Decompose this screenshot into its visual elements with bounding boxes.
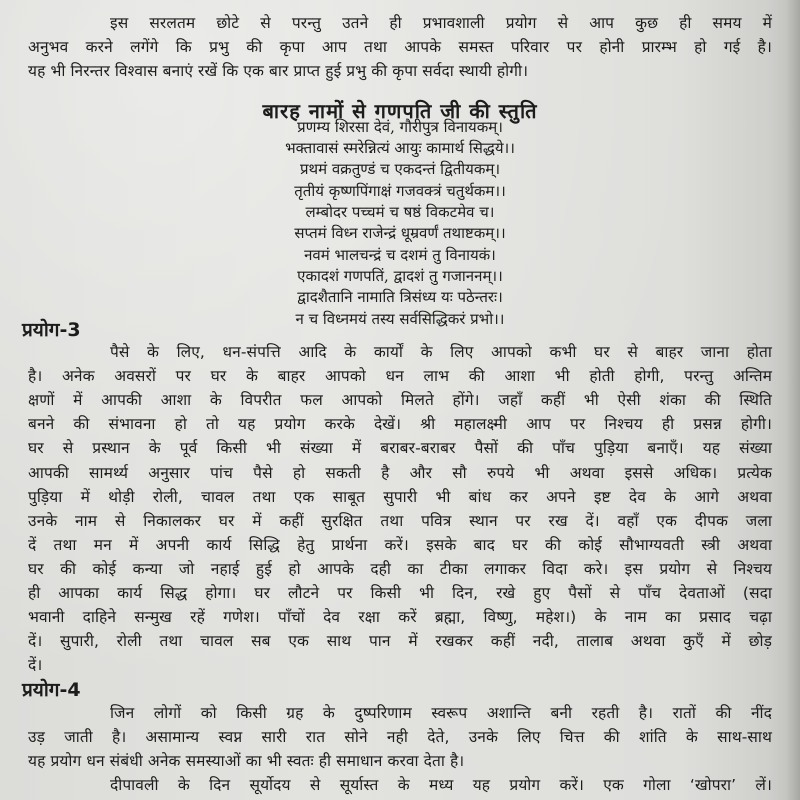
verse-line: नवमं भालचन्द्रं च दशमं तु विनायकं। [304, 245, 496, 264]
verse-line: भक्तावासं स्मरेन्नित्यं आयुः कामार्थ सिद्धये।। [285, 139, 515, 158]
prayog-3-line: है। अनेक अवसरों पर घर के बाहर आपको धन लाभ की आशा भी होती होगी, परन्तु अन्तिम [28, 367, 772, 386]
verse-line: न च विध्नमयं तस्य सर्वसिद्धिकरं प्रभो।। [295, 309, 505, 328]
prayog-3-line: पैसे के लिए, धन-संपत्ति आदि के कार्यों के लिए आपको कभी घर से बाहर जाना होता [110, 343, 772, 362]
prayog-4-line: दीपावली के दिन सूर्योदय से सूर्यास्त के मध्य यह प्रयोग करें। एक गोला ‘खोपरा’ लें। [110, 776, 772, 794]
verse-line: लम्बोदर पच्चमं च षष्ठं विकटमेव च। [305, 203, 495, 222]
prayog-3-line: उनके नाम से निकालकर घर में कहीं सुरक्षित तथा पवित्र स्थान पर रख दें। वहाँ एक दीपक जला [28, 511, 772, 530]
prayog-3-line: बनने की संभावना हो तो यह प्रयोग करके देखें। श्री महालक्ष्मी आप पर निश्चय ही प्रसन्न होगी। [28, 415, 772, 434]
prayog-3-line: घर से प्रस्थान के पूर्व किसी भी संख्या में बराबर-बराबर पैसों की पाँच पुड़िया बनाएँ। यह संख्या [28, 439, 772, 458]
prayog-4-line: उड़ जाती है। असामान्य स्वप्न सारी रात सोने नही देते, उनके लिए चित्त की शांति के साथ-साथ [28, 727, 772, 746]
intro-line-2: अनुभव करने लगेंगे कि प्रभु की कृपा आप तथा आपके समस्त परिवार पर होनी प्रारम्भ हो गई है। [28, 38, 772, 57]
prayog-4-line: यह प्रयोग धन संबंधी अनेक समस्याओं का भी स्वतः ही समाधान करवा देता है। [28, 751, 465, 770]
verse-line: तृतीयं कृष्णपिंगाक्षं गजवक्त्रं चतुर्थकम।। [294, 181, 506, 200]
prayog-4-heading: प्रयोग-4 [22, 678, 81, 701]
verse-line: एकादशं गणपतिं, द्वादशं तु गजाननम्।। [297, 267, 503, 286]
intro-line-1: इस सरलतम छोटे से परन्तु उतने ही प्रभावशाली प्रयोग से आप कुछ ही समय में [110, 13, 772, 32]
prayog-3-line: क्षणों में आपकी आशा के विपरीत फल आपको मिलते होंगे। जहाँ कहीं भी ऐसी शंका की स्थिति [28, 391, 772, 410]
prayog-3-line: दें तथा मन में अपनी कार्य सिद्धि हेतु प्रार्थना करें। इसके बाद घर की कोई सौभाग्यवती स्त्री अथवा [28, 535, 772, 554]
verse-line: प्रथमं वक्रतुण्डं च एकदन्तं द्वितीयकम्। [299, 160, 501, 179]
prayog-3-line: पुड़िया में थोड़ी रोली, चावल तथा एक साबूत सुपारी भी बांध कर अपने इष्ट देव के आगे अथवा [28, 487, 772, 506]
prayog-3-heading: प्रयोग-3 [22, 318, 81, 341]
prayog-3-line: घर की कोई कन्या जो नहाई हुई हो आपके दही का टीका लगाकर विदा करे। इस प्रयोग से निश्चय [28, 560, 772, 578]
prayog-3-line: भवानी दाहिने सन्मुख रहें गणेश। पाँचों देव रक्षा करें ब्रह्मा, विष्णु, महेश।) के नाम का प्रसाद चढ़ा [28, 608, 772, 627]
stuti-title: बारह नामों से गणपति जी की स्तुति [262, 99, 538, 123]
page-edge-shadow [786, 0, 800, 800]
prayog-3-line: ही आपका कार्य सिद्ध होगा। घर लौटने पर किसी भी दिन, रखे हुए पैसों से पाँच देवताओं (सदा [28, 584, 772, 603]
verse-line: प्रणम्य शिरसा देवं, गौरीपुत्र विनायकम्। [297, 117, 503, 136]
verse-line: सप्तमं विध्न राजेन्द्रं धूम्रवर्णं तथाष्टकम्।। [294, 224, 506, 243]
prayog-3-line: दें। [28, 656, 43, 675]
prayog-3-line: दें। सुपारी, रोली तथा चावल सब एक साथ पान में रखकर कहीं नदी, तालाब अथवा कुएँ में छोड़ [28, 632, 772, 651]
prayog-3-line: आपकी सामर्थ्य अनुसार पांच पैसे हो सकती है और सौ रुपये भी अथवा इससे अधिक। प्रत्येक [28, 463, 772, 482]
verse-line: द्वादशैतानि नामाति त्रिसंध्य यः पठेन्तरः। [297, 288, 503, 307]
intro-line-3: यह भी निरन्तर विश्वास बनाएं रखें कि एक बार प्राप्त हुई प्रभु की कृपा सर्वदा स्थायी होगी। [28, 62, 529, 81]
prayog-4-line: जिन लोगों को किसी ग्रह के दुष्परिणाम स्वरूप अशान्ति बनी रहती है। रातों की नींद [110, 703, 772, 722]
